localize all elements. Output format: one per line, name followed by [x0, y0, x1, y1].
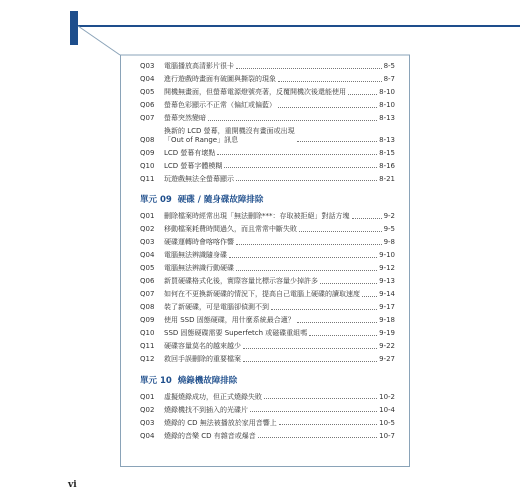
entry-number: Q08 — [140, 303, 155, 311]
toc-entry — [140, 162, 395, 171]
entry-title-line: 燒錄機找不到插入的光碟片 — [164, 405, 248, 414]
entry-title — [164, 419, 379, 428]
entry-number: Q09 — [140, 316, 155, 324]
entry-title-line: 救回手誤刪除的重要檔案 — [164, 355, 241, 363]
entry-number: Q02 — [140, 225, 155, 233]
entry-number: Q01 — [140, 392, 155, 401]
entry-title — [164, 175, 379, 184]
entry-title-line: LCD 螢幕有壞點 — [164, 148, 216, 157]
entry-number: Q07 — [140, 114, 155, 122]
toc-entry — [140, 316, 395, 325]
dot-leader — [299, 231, 382, 232]
entry-page: 8-10 — [379, 101, 395, 109]
entry-page: 10-7 — [379, 431, 395, 440]
entry-title — [164, 162, 379, 171]
entry-number: Q05 — [140, 264, 155, 272]
entry-title — [164, 406, 379, 415]
dot-leader — [309, 335, 377, 336]
entry-title — [164, 277, 379, 286]
entry-number: Q05 — [140, 88, 155, 96]
dot-leader — [208, 120, 377, 121]
entry-title — [164, 329, 379, 338]
dot-leader — [236, 68, 382, 69]
entry-page: 9-5 — [383, 225, 395, 233]
entry-number: Q08 — [140, 135, 155, 144]
entry-title — [164, 238, 384, 247]
entry-title-line: LCD 螢幕字體模糊 — [164, 161, 223, 170]
entry-page: 10-5 — [379, 418, 395, 427]
entry-title-line: 開機無畫面，但螢幕電源燈號亮著，反覆開機次後還能使用 — [164, 88, 346, 96]
toc-entry — [140, 264, 395, 273]
dot-leader — [224, 167, 377, 168]
entry-page: 8-13 — [379, 114, 395, 122]
entry-number: Q06 — [140, 277, 155, 285]
entry-page: 10-2 — [379, 392, 395, 401]
entry-page: 9-22 — [379, 342, 395, 350]
toc-entry — [140, 62, 395, 71]
toc-entry — [140, 393, 395, 402]
entry-title — [164, 75, 384, 84]
entry-page: 9-13 — [379, 277, 395, 285]
dot-leader — [297, 322, 377, 323]
dot-leader — [297, 141, 377, 142]
entry-page: 8-21 — [379, 174, 395, 183]
toc-entry — [140, 114, 395, 123]
toc-entry — [140, 432, 395, 441]
dot-leader — [217, 154, 377, 155]
toc-group-unit-10 — [140, 393, 395, 441]
entry-page: 8-15 — [379, 148, 395, 157]
entry-number: Q10 — [140, 329, 155, 337]
entry-number: Q10 — [140, 161, 155, 170]
toc-entry — [140, 212, 395, 221]
toc-entry — [140, 290, 395, 299]
entry-number: Q03 — [140, 62, 155, 70]
entry-number: Q06 — [140, 101, 155, 109]
entry-title-line: 電腦播放高清影片很卡 — [164, 62, 234, 70]
entry-number: Q03 — [140, 418, 155, 427]
dot-leader — [278, 81, 382, 82]
entry-title-line: SSD 固態硬碟需要 Superfetch 或磁碟重組嗎 — [164, 329, 308, 337]
dot-leader — [243, 348, 377, 349]
entry-page: 9-2 — [383, 212, 395, 220]
entry-number: Q04 — [140, 431, 155, 440]
entry-number: Q11 — [140, 174, 155, 183]
entry-title-line: 如何在不更換新硬碟的情況下，提高自己電腦上硬碟的讀取速度 — [164, 290, 360, 298]
entry-page: 8-16 — [379, 161, 395, 170]
section-heading-unit-09 — [140, 193, 395, 205]
entry-title — [164, 212, 384, 221]
toc-entry — [140, 251, 395, 260]
entry-page: 9-17 — [379, 303, 395, 311]
entry-title — [164, 316, 379, 325]
dot-leader — [236, 270, 377, 271]
entry-page: 9-19 — [379, 329, 395, 337]
entry-page: 8-7 — [383, 75, 395, 83]
entry-number: Q04 — [140, 75, 155, 83]
toc-entry — [140, 419, 395, 428]
entry-page: 9-8 — [383, 238, 395, 246]
section-heading-unit-10 — [140, 374, 395, 386]
entry-title — [164, 264, 379, 273]
entry-title-line: 玩遊戲無法全螢幕顯示 — [164, 174, 234, 183]
page-number: vi — [68, 480, 77, 490]
entry-title — [164, 225, 384, 234]
entry-page: 9-18 — [379, 316, 395, 324]
entry-number: Q04 — [140, 251, 155, 259]
entry-number: Q01 — [140, 212, 155, 220]
entry-page: 10-4 — [379, 405, 395, 414]
dot-leader — [352, 218, 382, 219]
dot-leader — [320, 283, 377, 284]
entry-title — [164, 303, 379, 312]
header-accent-bar — [70, 11, 78, 45]
dot-leader — [278, 107, 377, 108]
toc-entry — [140, 277, 395, 286]
toc-entry — [140, 355, 395, 364]
toc-group-unit-09 — [140, 212, 395, 364]
entry-title-line: 硬碟容量莫名的越來越少 — [164, 342, 241, 350]
entry-title — [164, 393, 379, 402]
entry-page: 8-10 — [379, 88, 395, 96]
entry-title-line: 進行遊戲時畫面有破圖與撕裂的現象 — [164, 75, 276, 83]
dot-leader — [271, 309, 377, 310]
dot-leader — [250, 411, 377, 412]
entry-number: Q03 — [140, 238, 155, 246]
section-unit-label: 單元 09 — [140, 195, 172, 205]
entry-page: 9-12 — [379, 264, 395, 272]
dot-leader — [229, 257, 377, 258]
entry-title — [164, 88, 379, 97]
entry-title-line: 刪除檔案時經常出現「無法刪除***：存取被拒絕」對話方塊 — [164, 212, 350, 220]
toc-entry — [140, 127, 395, 144]
entry-number: Q02 — [140, 405, 155, 414]
toc-entry — [140, 149, 395, 158]
dot-leader — [264, 398, 377, 399]
entry-title-line: 裝了新硬碟，可是電腦卻偵測不到 — [164, 303, 269, 311]
toc-entry — [140, 406, 395, 415]
section-unit-label: 單元 10 — [140, 375, 172, 386]
table-of-contents — [140, 62, 395, 445]
entry-number: Q09 — [140, 148, 155, 157]
toc-entry — [140, 342, 395, 351]
toc-entry — [140, 225, 395, 234]
entry-title — [164, 114, 379, 123]
entry-title — [164, 62, 384, 71]
entry-number: Q11 — [140, 342, 155, 350]
entry-page: 8-5 — [383, 62, 395, 70]
entry-title-line: 硬碟運轉時會喀喀作響 — [164, 238, 234, 246]
entry-title — [164, 101, 379, 110]
entry-title-line: 電腦無法辨識隨身碟 — [164, 251, 227, 259]
entry-page: 9-10 — [379, 251, 395, 259]
entry-number: Q07 — [140, 290, 155, 298]
entry-title-line: 「Out of Range」訊息 — [164, 135, 239, 144]
entry-title-line: 虛擬燒錄成功，但正式燒錄失敗 — [164, 392, 262, 401]
entry-title-line: 移動檔案耗費時間過久，而且常常中斷失敗 — [164, 225, 297, 233]
toc-entry — [140, 175, 395, 184]
entry-page: 9-14 — [379, 290, 395, 298]
entry-title-line: 螢幕色彩顯示不正常（偏紅或偏藍） — [164, 101, 276, 109]
header-rule — [78, 25, 520, 27]
entry-page: 8-13 — [379, 135, 395, 144]
dot-leader — [279, 424, 377, 425]
entry-title — [164, 432, 379, 441]
section-title: 硬碟 / 隨身碟故障排除 — [177, 195, 264, 205]
entry-title-line: 燒錄的音樂 CD 有雜音或爆音 — [164, 431, 256, 440]
toc-entry — [140, 101, 395, 110]
dot-leader — [243, 361, 377, 362]
entry-title — [164, 290, 379, 299]
entry-title-line: 新買硬碟格式化後，實際容量比標示容量少掉許多 — [164, 277, 318, 285]
dot-leader — [236, 180, 377, 181]
dot-leader — [348, 94, 377, 95]
toc-entry — [140, 329, 395, 338]
entry-title-line: 螢幕突然變暗 — [164, 114, 206, 122]
section-title: 燒錄機故障排除 — [177, 375, 238, 386]
toc-entry — [140, 303, 395, 312]
toc-entry — [140, 238, 395, 247]
toc-group-unit-08 — [140, 62, 395, 183]
entry-title — [164, 127, 379, 144]
entry-title-line: 燒錄的 CD 無法被播放於家用音響上 — [164, 418, 277, 427]
toc-entry — [140, 88, 395, 97]
entry-title-line: 換新的 LCD 螢幕，重開機沒有畫面或出現 — [164, 127, 295, 135]
dot-leader — [362, 296, 377, 297]
dot-leader — [236, 244, 382, 245]
entry-title-line: 電腦無法辨識行動硬碟 — [164, 264, 234, 272]
entry-page: 9-27 — [379, 355, 395, 363]
entry-title — [164, 342, 379, 351]
toc-entry — [140, 75, 395, 84]
dot-leader — [258, 437, 377, 438]
entry-title-line: 使用 SSD 固態硬碟，用什麼系統最合適？ — [164, 316, 295, 324]
entry-title — [164, 251, 379, 260]
entry-title — [164, 149, 379, 158]
entry-title — [164, 355, 379, 364]
entry-number: Q12 — [140, 355, 155, 363]
